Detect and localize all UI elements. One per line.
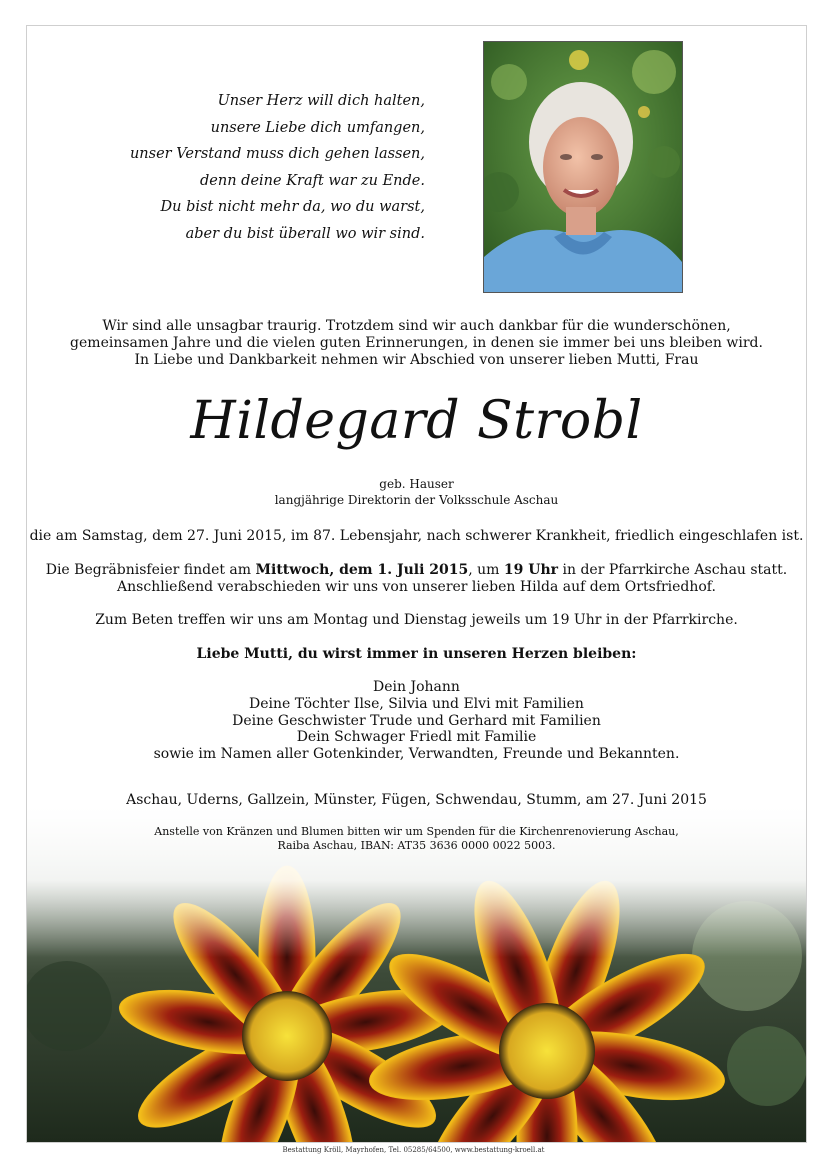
funeral-text: , um bbox=[468, 562, 504, 578]
poem-line: unser Verstand muss dich gehen lassen, bbox=[129, 146, 425, 163]
donation-line: Raiba Aschau, IBAN: AT35 3636 0000 0022 5003. bbox=[277, 839, 556, 852]
funeral-info bbox=[27, 562, 806, 596]
family-line: Deine Geschwister Trude und Gerhard mit Familien bbox=[232, 712, 601, 729]
family-list bbox=[27, 679, 806, 763]
poem-line: Unser Herz will dich halten, bbox=[217, 93, 425, 109]
birth-name: geb. Hauser bbox=[379, 477, 454, 491]
funeral-time: 19 Uhr bbox=[503, 562, 559, 578]
funeral-line bbox=[27, 562, 806, 579]
portrait-photo bbox=[483, 41, 683, 293]
death-notice: die am Samstag, dem 27. Juni 2015, im 87. Lebensjahr, nach schwerer Krankheit, friedlich eingeschlafen ist. bbox=[29, 528, 804, 544]
funeral-day: Mittwoch, dem 1. Juli 2015 bbox=[255, 562, 469, 578]
intro-line: gemeinsamen Jahre und die vielen guten Erinnerungen, in denen sie immer bei uns bleiben wird. bbox=[70, 334, 763, 351]
role: langjährige Direktorin der Volksschule Aschau bbox=[274, 493, 559, 507]
prayer-info: Zum Beten treffen wir uns am Montag und Dienstag jeweils um 19 Uhr in der Pfarrkirche. bbox=[95, 612, 738, 628]
family-line: sowie im Namen aller Gotenkinder, Verwandten, Freunde und Bekannten. bbox=[153, 746, 680, 763]
intro-text bbox=[27, 318, 806, 368]
name-subtitle bbox=[27, 476, 806, 508]
family-line: Dein Schwager Friedl mit Familie bbox=[296, 729, 537, 746]
poem-line: Du bist nicht mehr da, wo du warst, bbox=[160, 199, 425, 216]
motto: Liebe Mutti, du wirst immer in unseren Herzen bleiben: bbox=[196, 646, 637, 662]
poem-line: aber du bist überall wo wir sind. bbox=[185, 225, 425, 242]
undertaker-footer: Bestattung Kröll, Mayrhofen, Tel. 05285/64500, www.bestattung-kroell.at bbox=[282, 1146, 545, 1154]
deceased-name: Hildegard Strobl bbox=[190, 391, 643, 451]
poem bbox=[65, 88, 425, 248]
donation-line: Anstelle von Kränzen und Blumen bitten wir um Spenden für die Kirchenrenovierung Aschau, bbox=[154, 825, 679, 838]
donation-note bbox=[27, 825, 806, 853]
poem-line: denn deine Kraft war zu Ende. bbox=[200, 172, 425, 189]
family-line: Deine Töchter Ilse, Silvia und Elvi mit Familien bbox=[249, 695, 584, 712]
places-date: Aschau, Uderns, Gallzein, Münster, Fügen, Schwendau, Stumm, am 27. Juni 2015 bbox=[126, 792, 707, 808]
poem-line: unsere Liebe dich umfangen, bbox=[210, 119, 425, 136]
funeral-text: Die Begräbnisfeier findet am bbox=[45, 562, 256, 578]
intro-line: Wir sind alle unsagbar traurig. Trotzdem sind wir auch dankbar für die wunderschönen, bbox=[102, 318, 731, 334]
flower-image bbox=[27, 806, 806, 1142]
obituary-card bbox=[26, 25, 807, 1143]
funeral-text: in der Pfarrkirche Aschau statt. bbox=[558, 562, 788, 578]
intro-line: In Liebe und Dankbarkeit nehmen wir Abschied von unserer lieben Mutti, Frau bbox=[134, 351, 699, 368]
family-line: Dein Johann bbox=[373, 679, 460, 695]
funeral-line-2: Anschließend verabschieden wir uns von unserer lieben Hilda auf dem Ortsfriedhof. bbox=[117, 578, 716, 595]
